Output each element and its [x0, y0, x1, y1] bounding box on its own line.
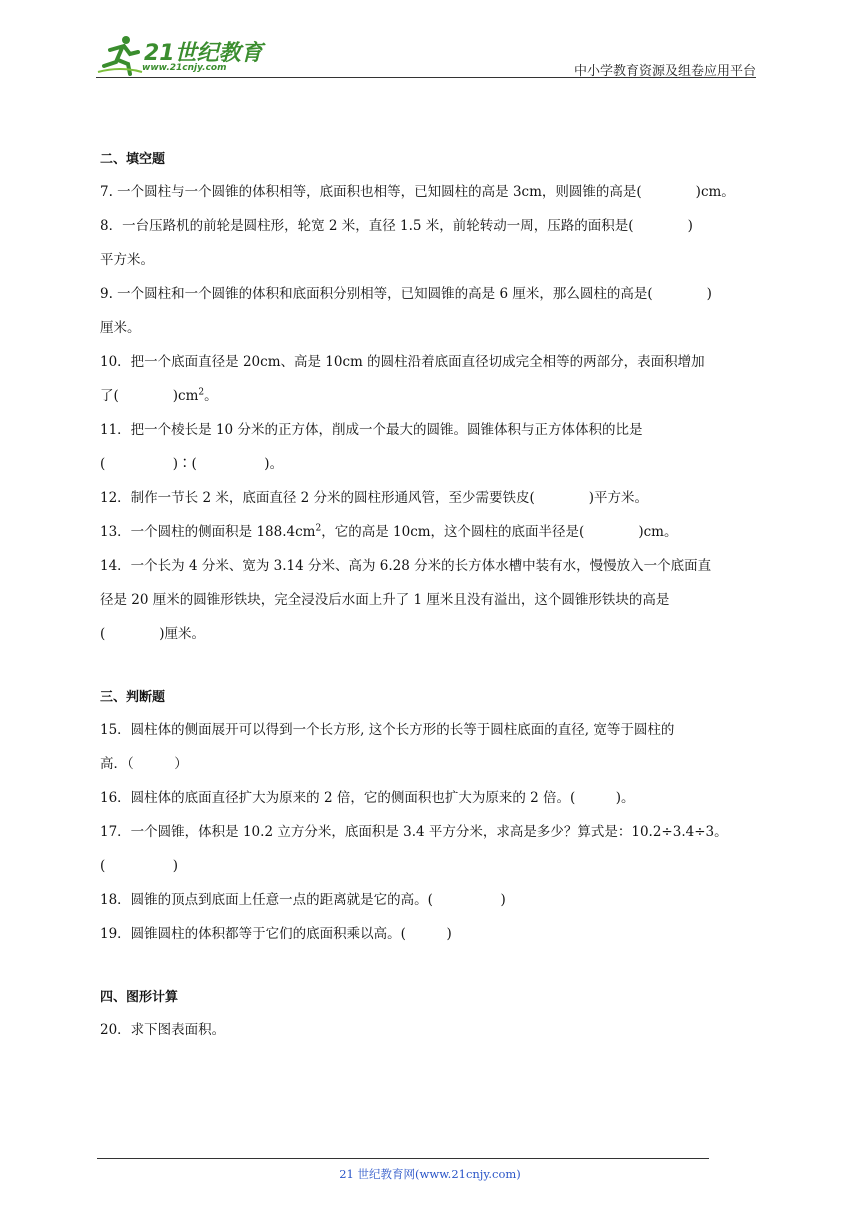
question-7: 7. 一个圆柱与一个圆锥的体积相等，底面积也相等，已知圆柱的高是 3cm，则圆锥的高是( )cm。 — [100, 184, 735, 200]
question-14-line1: 14．一个长为 4 分米、宽为 3.14 分米、高为 6.28 分米的长方体水槽中装有水，慢慢放入一个底面直 — [100, 558, 712, 574]
q10-end: 。 — [204, 388, 218, 404]
question-9-line1: 9. 一个圆柱和一个圆锥的体积和底面积分别相等，已知圆锥的高是 6 厘米，那么圆柱的高是( ) — [100, 286, 712, 302]
question-20: 20．求下图表面积。 — [100, 1022, 226, 1038]
question-9-line2: 厘米。 — [100, 320, 141, 336]
runner-logo-icon — [96, 32, 144, 76]
section-title-judge: 三、判断题 — [100, 690, 166, 705]
question-11-line1: 11．把一个棱长是 10 分米的正方体，削成一个最大的圆锥。圆锥体积与正方体体积的比是 — [100, 422, 643, 438]
header-divider — [96, 77, 756, 78]
question-12: 12．制作一节长 2 米，底面直径 2 分米的圆柱形通风管，至少需要铁皮( )平方米。 — [100, 490, 649, 506]
question-8-line1: 8．一台压路机的前轮是圆柱形，轮宽 2 米，直径 1.5 米，前轮转动一周，压路的面积是( ) — [100, 218, 693, 234]
logo-text: 21世纪教育 — [144, 41, 263, 66]
section-title-fill: 二、填空题 — [100, 152, 166, 167]
footer-link[interactable]: 21 世纪教育网(www.21cnjy.com) — [339, 1167, 521, 1181]
question-10-line2 — [100, 379, 760, 413]
question-14-line2: 径是 20 厘米的圆锥形铁块，完全浸没后水面上升了 1 厘米且没有溢出，这个圆锥形铁块的高是 — [100, 592, 670, 608]
logo-url: www.21cnjy.com — [142, 63, 227, 73]
site-logo — [96, 32, 266, 78]
question-14-line3: ( )厘米。 — [100, 626, 206, 642]
header-platform-text: 中小学教育资源及组卷应用平台 — [573, 64, 756, 79]
question-15-line2: 高．（ ） — [100, 756, 188, 772]
question-10-line1: 10．把一个底面直径是 20cm、高是 10cm 的圆柱沿着底面直径切成完全相等的两部分，表面积增加 — [100, 354, 705, 370]
question-11-line2: ( )∶( )。 — [100, 456, 284, 472]
q13-end: ，它的高是 10cm，这个圆柱的底面半径是( )cm。 — [321, 524, 678, 540]
page-header — [96, 32, 756, 80]
spacer — [100, 651, 760, 683]
spacer — [100, 951, 760, 983]
question-13 — [100, 515, 760, 549]
question-18: 18．圆锥的顶点到底面上任意一点的距离就是它的高。( ) — [100, 892, 506, 908]
question-15-line1: 15．圆柱体的侧面展开可以得到一个长方形, 这个长方形的长等于圆柱底面的直径, 宽等于圆柱的 — [100, 722, 675, 738]
question-16: 16．圆柱体的底面直径扩大为原来的 2 倍，它的侧面积也扩大为原来的 2 倍。( )。 — [100, 790, 635, 806]
question-17-line2: ( ) — [100, 858, 179, 874]
document-body — [100, 145, 760, 1047]
section-title-calc: 四、图形计算 — [100, 990, 179, 1005]
question-17-line1: 17．一个圆锥，体积是 10.2 立方分米，底面积是 3.4 平方分米，求高是多少？算式是：10.2÷3.4÷3。 — [100, 824, 728, 840]
q10-text: 了( )cm — [100, 388, 199, 404]
question-8-line2: 平方米。 — [100, 252, 154, 268]
q10-superscript: 2 — [198, 387, 205, 398]
question-19: 19．圆锥圆柱的体积都等于它们的底面积乘以高。( ) — [100, 926, 452, 942]
q13-superscript: 2 — [315, 523, 322, 534]
q13-text: 13．一个圆柱的侧面积是 188.4cm — [100, 524, 316, 540]
footer-divider — [97, 1158, 709, 1159]
